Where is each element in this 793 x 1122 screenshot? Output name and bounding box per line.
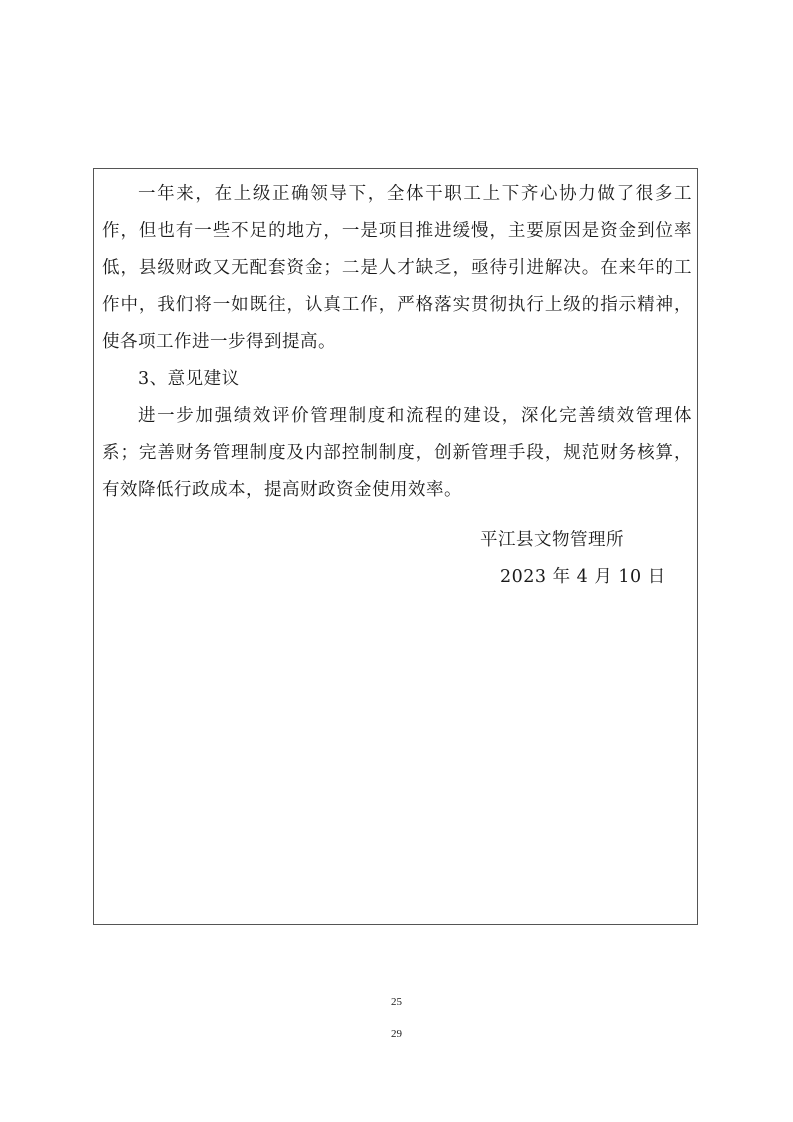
page-number-outer: 29 bbox=[391, 1028, 402, 1040]
paragraph-suggestions: 进一步加强绩效评价管理制度和流程的建设，深化完善绩效管理体系；完善财务管理制度及内部控制制度，创新管理手段，规范财务核算，有效降低行政成本，提高财政资金使用效率。 bbox=[102, 406, 692, 500]
paragraph-summary: 一年来，在上级正确领导下，全体干职工上下齐心协力做了很多工作，但也有一些不足的地方，一是项目推进缓慢，主要原因是资金到位率低，县级财政又无配套资金；二是人才缺乏，亟待引进解决。在来年的工作中，我们将一如既往，认真工作，严格落实贯彻执行上级的指示精神，使各项工作进一步得到提高。 bbox=[102, 184, 692, 352]
document-body bbox=[102, 176, 692, 509]
page-number-inner: 25 bbox=[391, 996, 402, 1008]
signature-organization: 平江县文物管理所 bbox=[480, 530, 624, 550]
section-heading-suggestions: 3、意见建议 bbox=[138, 369, 240, 389]
signature-date: 2023 年 4 月 10 日 bbox=[500, 567, 666, 587]
